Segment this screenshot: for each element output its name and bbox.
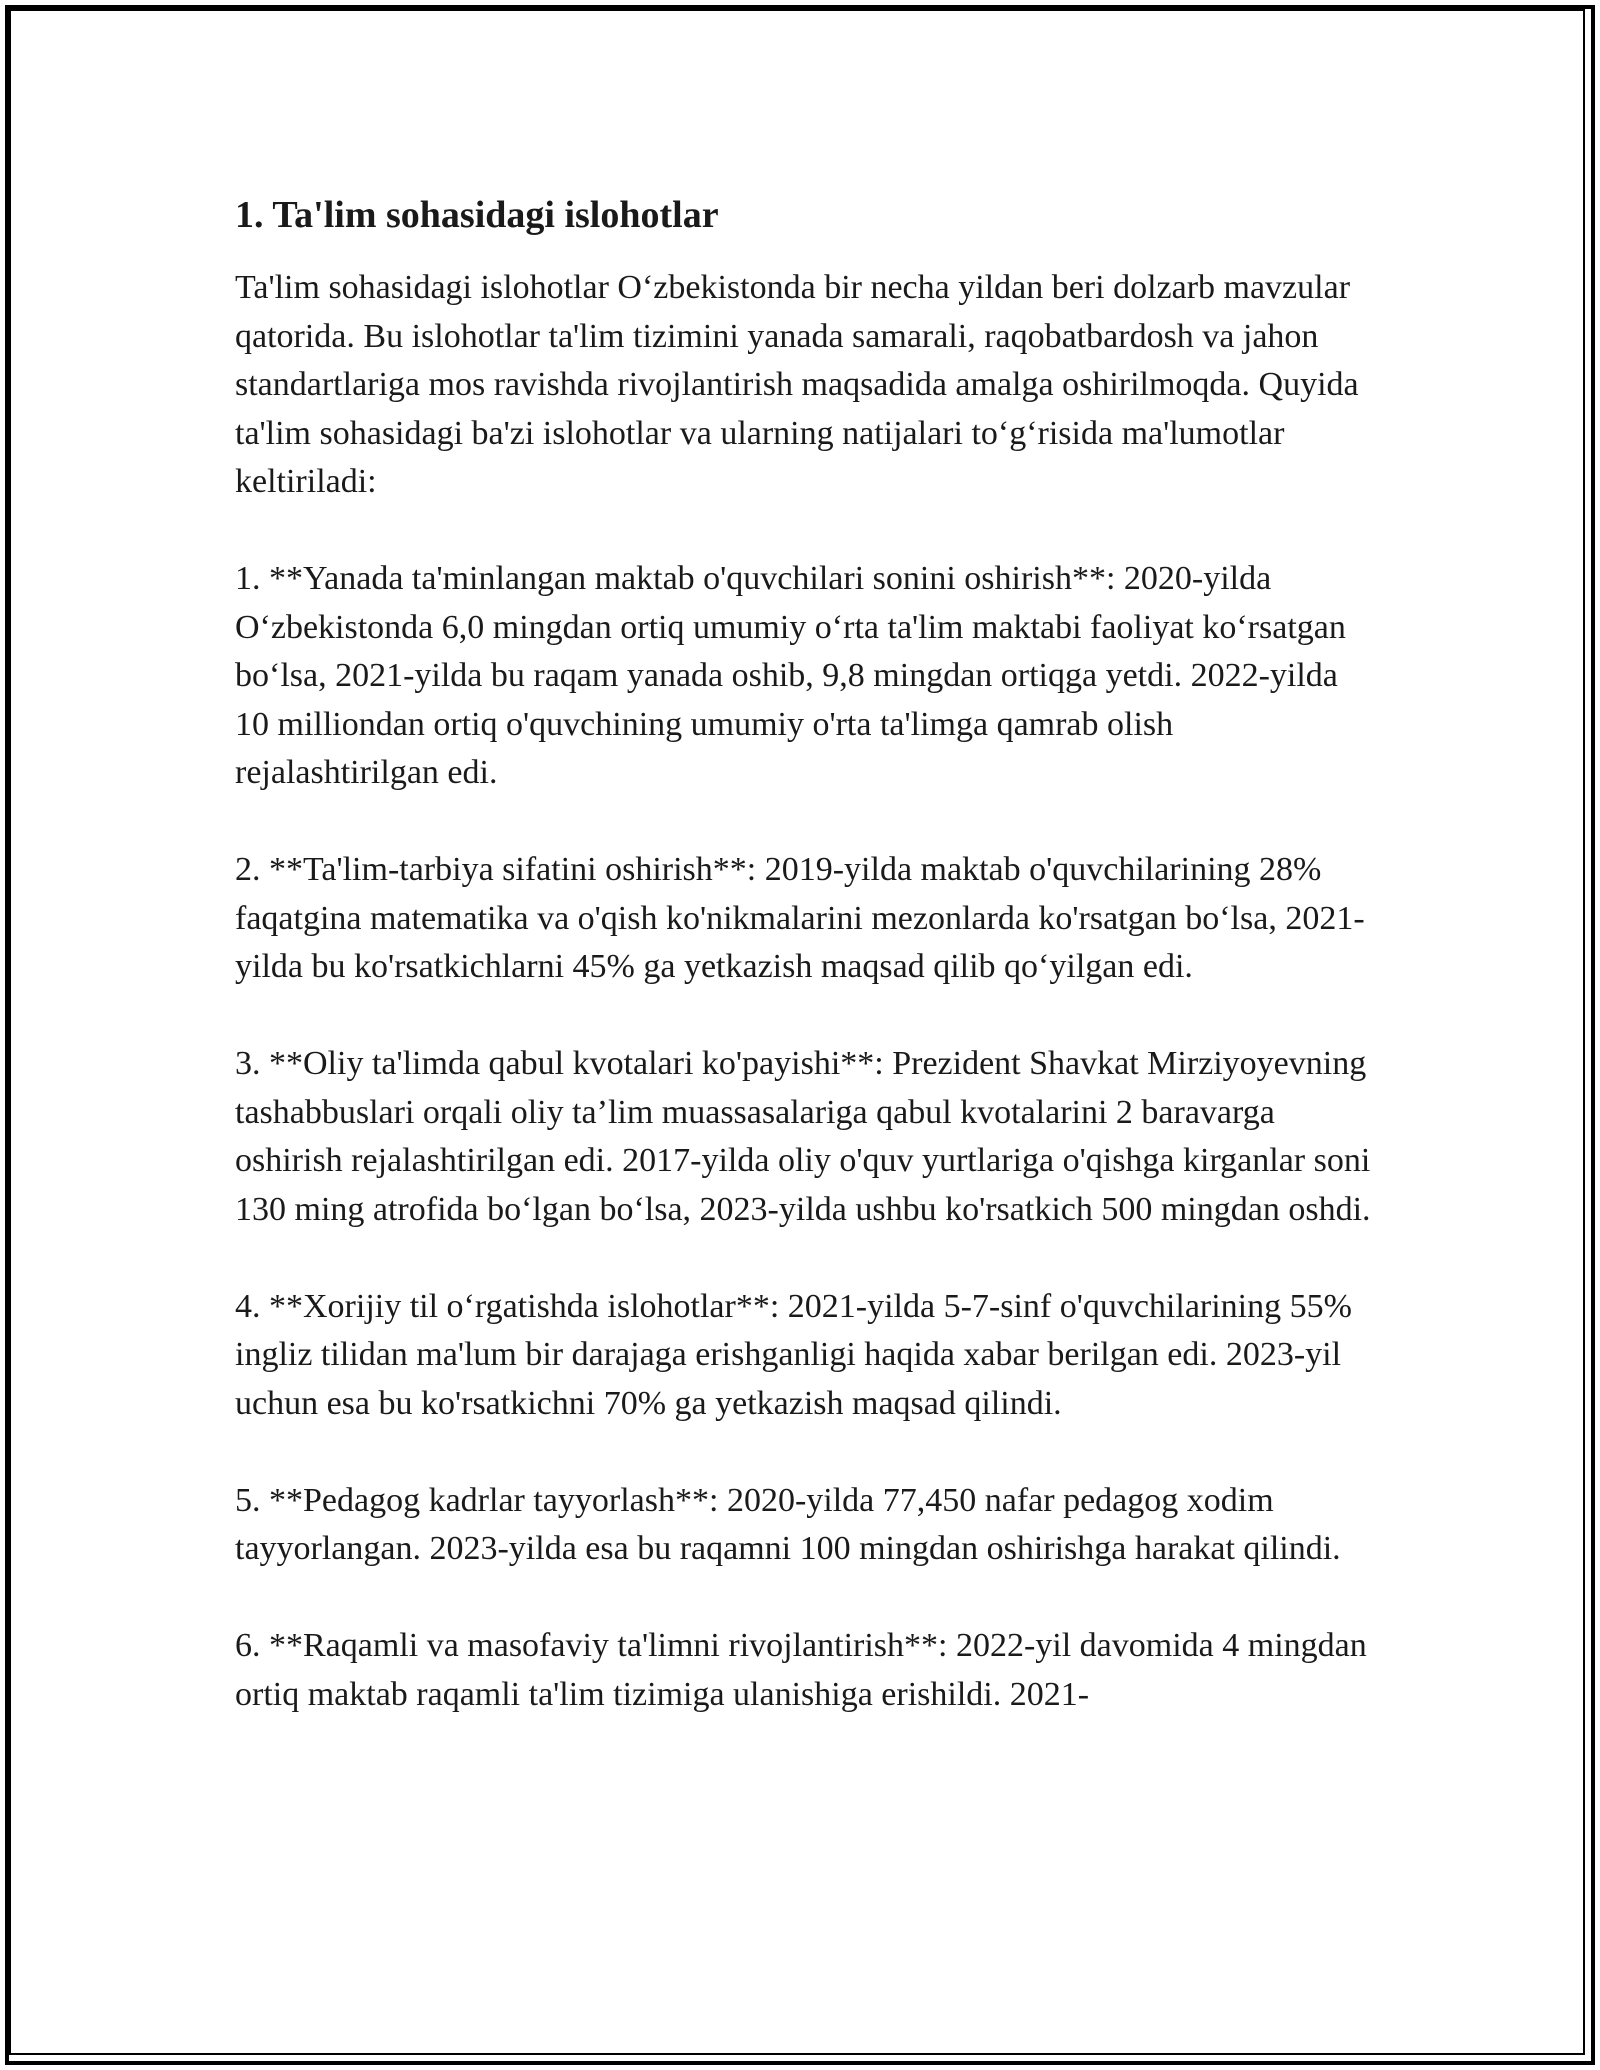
list-item: 5. **Pedagog kadrlar tayyorlash**: 2020-yilda 77,450 nafar pedagog xodim tayyorlangan. 2023-yilda esa bu raqamni 100 mingdan oshirishga harakat qilindi. xyxy=(235,1481,1341,1567)
list-item: 1. **Yanada ta'minlangan maktab o'quvchilari sonini oshirish**: 2020-yilda O‘zbekistonda 6,0 mingdan ortiq umumiy o‘rta ta'lim maktabi faoliyat ko‘rsatgan bo‘lsa, 2021-yilda bu raqam yanada oshib, 9,8 mingdan ortiqga yetdi. 2022-yilda 10 milliondan ortiq o'quvchining umumiy o'rta ta'limga qamrab olish rejalashtirilgan edi. xyxy=(235,560,1346,791)
list-item: 6. **Raqamli va masofaviy ta'limni rivojlantirish**: 2022-yil davomida 4 mingdan ortiq maktab raqamli ta'lim tizimiga ulanishiga erishildi. 2021- xyxy=(235,1627,1367,1713)
section-title: 1. Ta'lim sohasidagi islohotlar xyxy=(235,194,719,236)
list-item: 3. **Oliy ta'limda qabul kvotalari ko'payishi**: Prezident Shavkat Mirziyoyevning tashabbuslari orqali oliy ta’lim muassasalariga qabul kvotalarini 2 baravarga oshirish rejalashtirilgan edi. 2017-yilda oliy o'quv yurtlariga o'qishga kirganlar soni 130 ming atrofida bo‘lgan bo‘lsa, 2023-yilda ushbu ko'rsatkich 500 mingdan oshdi. xyxy=(235,1045,1371,1228)
document-body xyxy=(235,180,1375,1768)
list-item: 2. **Ta'lim-tarbiya sifatini oshirish**: 2019-yilda maktab o'quvchilarining 28% faqatgina matematika va o'qish ko'nikmalarini mezonlarda ko'rsatgan bo‘lsa, 2021-yilda bu ko'rsatkichlarni 45% ga yetkazish maqsad qilib qo‘yilgan edi. xyxy=(235,851,1365,985)
list-item: 4. **Xorijiy til o‘rgatishda islohotlar**: 2021-yilda 5-7-sinf o'quvchilarining 55% ingliz tilidan ma'lum bir darajaga erishganligi haqida xabar berilgan edi. 2023-yil uchun esa bu ko'rsatkichni 70% ga yetkazish maqsad qilindi. xyxy=(235,1287,1352,1422)
intro-paragraph: Ta'lim sohasidagi islohotlar O‘zbekistonda bir necha yildan beri dolzarb mavzular qatorida. Bu islohotlar ta'lim tizimini yanada samarali, raqobatbardosh va jahon standartlariga mos ravishda rivojlantirish maqsadida amalga oshirilmoqda. Quyida ta'lim sohasidagi ba'zi islohotlar va ularning natijalari to‘g‘risida ma'lumotlar keltiriladi: xyxy=(235,269,1359,500)
